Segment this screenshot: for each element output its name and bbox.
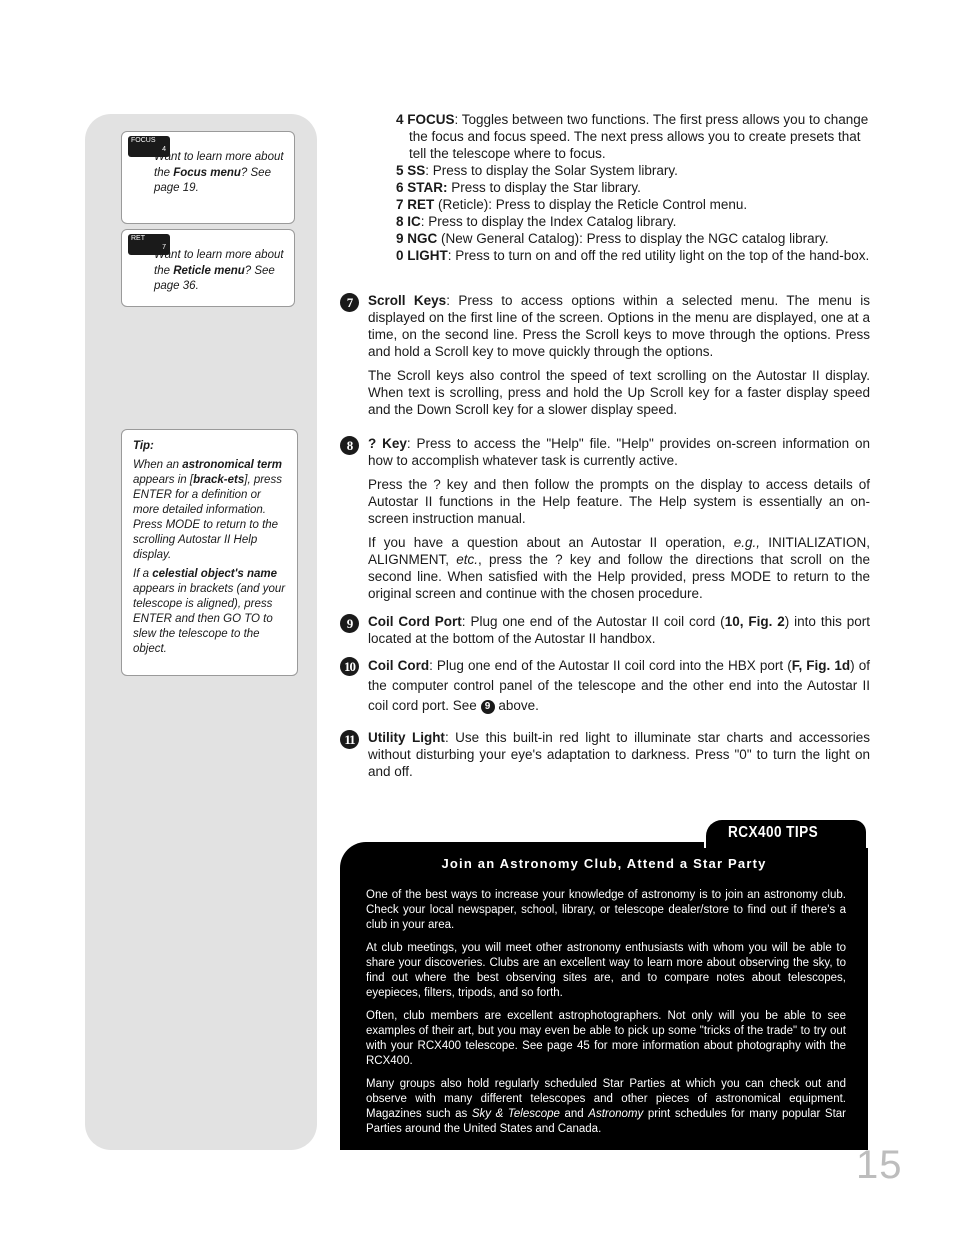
key-desc: : Press to display the Solar System library. [425, 163, 678, 178]
number-9-icon: 9 [340, 614, 359, 633]
magazine-name: Sky & Telescope [471, 1108, 560, 1120]
section-title: Utility Light [368, 730, 445, 745]
tips-box [340, 842, 868, 1150]
figure-ref: F, Fig. 1d [791, 658, 851, 673]
key-name: 4 FOCUS [396, 112, 455, 127]
key-desc: : Press to turn on and off the red utility light on the top of the hand-box. [447, 248, 870, 263]
tips-text: and [559, 1108, 589, 1120]
key-desc: : Toggles between two functions. The first press allows you to change the focus and focus speed. The next press allows you to create presets that tell the telescope where to focus. [409, 112, 869, 161]
list-item [396, 213, 870, 230]
tip-text: When an [133, 459, 183, 471]
section-text: above. [494, 698, 539, 713]
section-text: ) of the computer control panel of the telescope and the other end into the Autostar II coil cord port. See [368, 658, 870, 713]
tips-paragraph: Often, club members are excellent astrophotographers. Not only will you be able to see examples of their art, but you may even be able to pick up some "tricks of the trade" to try out with your RCX400 telescope. See page 45 for more information about photography with the RCX400. [366, 1010, 846, 1067]
list-item [396, 247, 870, 264]
section-text: etc. [456, 552, 478, 567]
focus-note [121, 131, 295, 224]
tip-heading: Tip: [133, 440, 154, 452]
section-coil-cord [340, 656, 870, 723]
section-title: Scroll Keys [368, 293, 447, 308]
tip-paragraph-2 [133, 567, 289, 657]
key-label: FOCUS [131, 137, 156, 144]
section-text: : Press to access options within a selected menu. The menu is displayed on the first line of the screen. Options in the menu are displayed, one at a time, on the second line. Press the Scroll keys to move through the options. Press and hold a Scroll key to move quickly through the options. [368, 293, 870, 359]
number-8-icon: 8 [340, 436, 359, 455]
list-item [396, 230, 870, 247]
key-name: 7 RET [396, 197, 435, 212]
list-item [396, 162, 870, 179]
key-name: 0 LIGHT [396, 248, 448, 263]
section-text: : Use this built-in red light to illuminate star charts and accessories without disturbing your eye's adaptation to darkness. Press "0" to turn the light on and off. [368, 730, 870, 779]
note-post: ? See page 19. [154, 166, 271, 194]
note-post: ? See page 36. [154, 264, 275, 292]
tips-paragraph [366, 1077, 846, 1137]
tips-body [366, 888, 846, 1145]
section-text: , press the ? key and follow the directions that scroll on the second line. When satisfied with the Help provided, press MODE to return to the original screen and continue with the chosen procedure. [368, 552, 870, 601]
tips-title: Join an Astronomy Club, Attend a Star Party [441, 856, 767, 871]
note-text [154, 150, 288, 197]
key-name: 6 STAR: [396, 180, 448, 195]
note-strong: Focus menu [173, 166, 241, 179]
section-coil-cord-port [340, 613, 870, 654]
note-pre: Want to learn more about the [154, 151, 284, 179]
list-item [396, 179, 870, 196]
number-11-icon: 11 [340, 730, 359, 749]
tips-tab-label: RCX400 TIPS [728, 824, 819, 841]
tip-box [121, 429, 298, 676]
magazine-name: Astronomy [588, 1108, 644, 1120]
note-strong: Reticle menu [173, 264, 245, 277]
number-10-icon: 10 [340, 657, 359, 676]
section-title: Coil Cord [368, 658, 430, 673]
tip-term: astronomical term [182, 459, 282, 471]
key-number: 7 [162, 244, 166, 251]
section-utility-light [340, 729, 870, 787]
tips-paragraph: One of the best ways to increase your knowledge of astronomy is to join an astronomy club. Check your local newspaper, school, library, or telescope dealer/store to find out if there's a club in your area. [366, 889, 846, 931]
section-text: If you have a question about an Autostar II operation, [368, 535, 734, 550]
key-desc: Press to display the Star library. [447, 180, 641, 195]
key-label: RET [131, 235, 145, 242]
section-text: Press the ? key and then follow the prompts on the display to access details of Autostar II functions in the Help feature. The Help system is essentially an on-screen instruction manual. [368, 477, 870, 526]
key-name: 5 SS [396, 163, 426, 178]
section-text: : Plug one end of the Autostar II coil cord into the HBX port ( [429, 658, 792, 673]
figure-ref: 10, Fig. 2 [724, 614, 785, 629]
tip-text: appears in [ [133, 474, 194, 486]
section-text: The Scroll keys also control the speed of text scrolling on the Autostar II display. When text is scrolling, press and hold the Up Scroll key for a faster display speed and the Down Scroll key for a slower display speed. [368, 368, 870, 417]
key-desc: (New General Catalog): Press to display the NGC catalog library. [437, 231, 829, 246]
list-item [396, 111, 870, 162]
section-text: ) into this port located at the bottom of the Autostar II handbox. [368, 614, 870, 646]
section-scroll-keys [340, 292, 870, 425]
note-pre: Want to learn more about the [154, 249, 284, 277]
section-title: ? Key [368, 436, 407, 451]
section-title: Coil Cord Port [368, 614, 462, 629]
tips-paragraph: At club meetings, you will meet other astronomy enthusiasts with whom you will be able to share your discoveries. Clubs are an excellent way to learn more about observing the sky, to find out where the best observing sites are, and to compare notes about telescopes, eyepieces, filters, tripods, and so forth. [366, 942, 846, 999]
key-name: 8 IC [396, 214, 421, 229]
tips-text: Many groups also hold regularly scheduled Star Parties at which you can check out and observe with many different telescopes and other pieces of astronomical equipment. Magazines such as [366, 1078, 846, 1120]
tip-text: If a [133, 568, 153, 580]
key-desc: (Reticle): Press to display the Reticle Control menu. [434, 197, 748, 212]
tips-text: print schedules for many popular Star Parties around the United States and Canada. [366, 1108, 847, 1135]
number-7-icon: 7 [340, 293, 359, 312]
tip-text: appears in brackets (and your telescope is aligned), press ENTER and then GO TO to slew the telescope to the object. [133, 583, 286, 655]
tips-tab [704, 818, 868, 848]
note-text [154, 248, 288, 295]
key-list [396, 111, 870, 264]
tip-term: celestial object's name [152, 568, 278, 580]
tip-term: brack-ets [193, 474, 245, 486]
key-number: 4 [162, 146, 166, 153]
section-text: e.g., [733, 535, 760, 550]
section-text: : Press to access the "Help" file. "Help" provides on-screen information on how to accomplish whatever task is currently active. [368, 436, 870, 468]
section-text: : Plug one end of the Autostar II coil cord ( [461, 614, 725, 629]
tip-text: ], press ENTER for a definition or more detailed information. Press MODE to return to the scrolling Autostar II Help display. [133, 474, 282, 561]
tip-paragraph-1 [133, 458, 289, 563]
reticle-note [121, 229, 295, 307]
key-desc: : Press to display the Index Catalog library. [420, 214, 677, 229]
list-item [396, 196, 870, 213]
key-name: 9 NGC [396, 231, 438, 246]
section-text: INITIALIZATION, ALIGNMENT, [368, 535, 870, 567]
section-help-key [340, 435, 870, 609]
number-9-ref-icon: 9 [481, 700, 495, 714]
page-number: 15 [856, 1143, 903, 1187]
